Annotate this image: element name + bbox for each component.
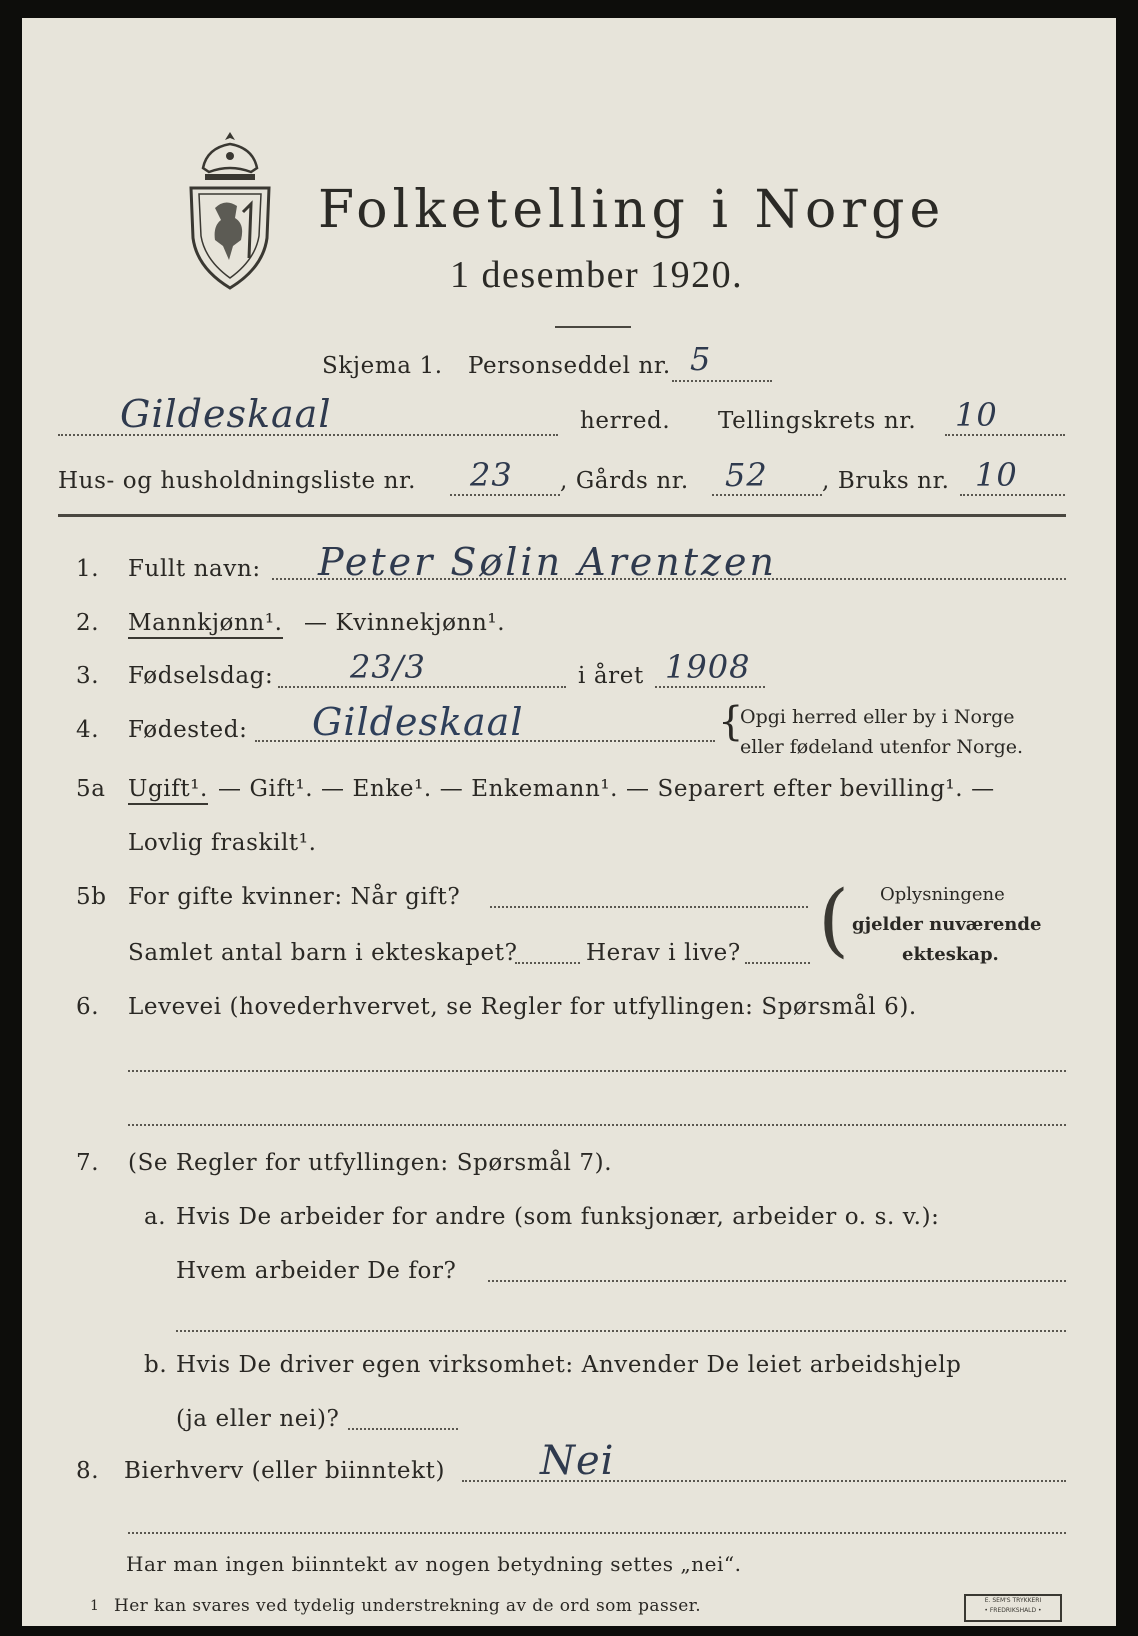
ekteskap-note-2: gjelder nuværende [852, 914, 1042, 935]
coat-of-arms-icon [185, 128, 275, 293]
section-divider [58, 514, 1066, 517]
birth-year-value: 1908 [665, 648, 751, 686]
gender-male-option: Mannkjønn¹. [128, 610, 283, 639]
q7b-number: b. [144, 1352, 168, 1378]
ekteskap-note-3: ekteskap. [902, 944, 999, 965]
married-when-label: For gifte kvinner: Når gift? [128, 884, 461, 910]
husholdningsliste-line [450, 494, 560, 496]
marital-fraskilt-option: Lovlig fraskilt¹. [128, 830, 317, 856]
birthplace-value: Gildeskaal [312, 700, 524, 744]
printer-stamp-line-2: • FREDRIKSHALD • [984, 1607, 1042, 1614]
printer-stamp [964, 1594, 1062, 1622]
birth-year-line [655, 686, 765, 688]
children-alive-label: Herav i live? [586, 940, 741, 966]
q7a-label: Hvis De arbeider for andre (som funksjonær, arbeider o. s. v.): [176, 1204, 940, 1230]
q3-number: 3. [76, 663, 100, 689]
personseddel-value: 5 [690, 340, 712, 378]
tellingskrets-label: Tellingskrets nr. [718, 408, 917, 434]
tellingskrets-line [945, 434, 1065, 436]
q8-number: 8. [76, 1458, 100, 1484]
title-divider [555, 326, 631, 328]
q7b-hired-help-label: (ja eller nei)? [176, 1406, 340, 1432]
birthplace-note-2: eller fødeland utenfor Norge. [740, 736, 1024, 758]
q3-label: Fødselsdag: [128, 663, 274, 689]
occupation-line-1 [128, 1070, 1066, 1072]
side-income-value: Nei [540, 1438, 615, 1484]
gards-value: 52 [725, 456, 768, 494]
footnote-mark: 1 [90, 1598, 99, 1614]
q7b-label: Hvis De driver egen virksomhet: Anvender De leiet arbeidshjelp [176, 1352, 962, 1378]
side-income-line-2 [128, 1532, 1066, 1534]
herred-label: herred. [580, 408, 671, 434]
q7-number: 7. [76, 1150, 100, 1176]
husholdningsliste-value: 23 [470, 456, 513, 494]
q2-number: 2. [76, 610, 100, 636]
bruks-line [960, 494, 1065, 496]
footnote-text: Her kan svares ved tydelig understrekning av de ord som passer. [114, 1596, 702, 1616]
q7a-number: a. [144, 1204, 167, 1230]
birthplace-note-1: Opgi herred eller by i Norge [740, 706, 1015, 728]
bruks-value: 10 [975, 456, 1018, 494]
q4-label: Fødested: [128, 717, 248, 743]
gards-line [712, 494, 822, 496]
children-total-label: Samlet antal barn i ekteskapet? [128, 940, 518, 966]
gards-label: , Gårds nr. [560, 468, 689, 494]
q7-label: (Se Regler for utfyllingen: Spørsmål 7). [128, 1150, 613, 1176]
q1-label: Fullt navn: [128, 556, 261, 582]
q7a-employer-label: Hvem arbeider De for? [176, 1258, 457, 1284]
tellingskrets-value: 10 [955, 396, 998, 434]
q4-number: 4. [76, 717, 100, 743]
employer-line-2 [176, 1330, 1066, 1332]
page-title: Folketelling i Norge [318, 180, 946, 240]
birth-year-label: i året [578, 663, 644, 689]
printer-stamp-line-1: E. SEM'S TRYKKERI [984, 1597, 1042, 1604]
full-name-value: Peter Sølin Arentzen [318, 540, 777, 584]
side-income-note: Har man ingen biinntekt av nogen betydning settes „nei“. [126, 1552, 742, 1576]
q5b-number: 5b [76, 884, 107, 910]
hired-help-line [348, 1428, 458, 1430]
marital-other-options: — Gift¹. — Enke¹. — Enkemann¹. — Separert efter bevilling¹. — [218, 776, 995, 802]
employer-line-1 [488, 1280, 1066, 1282]
birthday-line [278, 686, 566, 688]
children-alive-line [745, 962, 810, 964]
gender-female-option: — Kvinnekjønn¹. [304, 610, 506, 636]
q6-number: 6. [76, 994, 100, 1020]
ekteskap-note-1: Oplysningene [880, 884, 1005, 905]
husholdningsliste-label: Hus- og husholdningsliste nr. [58, 468, 416, 494]
occupation-line-2 [128, 1124, 1066, 1126]
bruks-label: , Bruks nr. [822, 468, 950, 494]
married-when-line [490, 906, 808, 908]
q8-label: Bierhverv (eller biinntekt) [124, 1458, 446, 1484]
q6-label: Levevei (hovederhvervet, se Regler for utfyllingen: Spørsmål 6). [128, 994, 917, 1020]
marital-ugift-option: Ugift¹. [128, 776, 208, 805]
personseddel-label: Personseddel nr. [468, 353, 671, 379]
q5a-number: 5a [76, 776, 106, 802]
ekteskap-brace: ( [818, 873, 850, 966]
children-total-line [515, 962, 580, 964]
personseddel-line [672, 380, 772, 382]
birthplace-brace: { [718, 699, 744, 745]
herred-value: Gildeskaal [120, 392, 332, 436]
census-date: 1 desember 1920. [450, 254, 744, 296]
q1-number: 1. [76, 556, 100, 582]
birthday-value: 23/3 [350, 648, 426, 686]
skjema-label: Skjema 1. [322, 353, 443, 379]
